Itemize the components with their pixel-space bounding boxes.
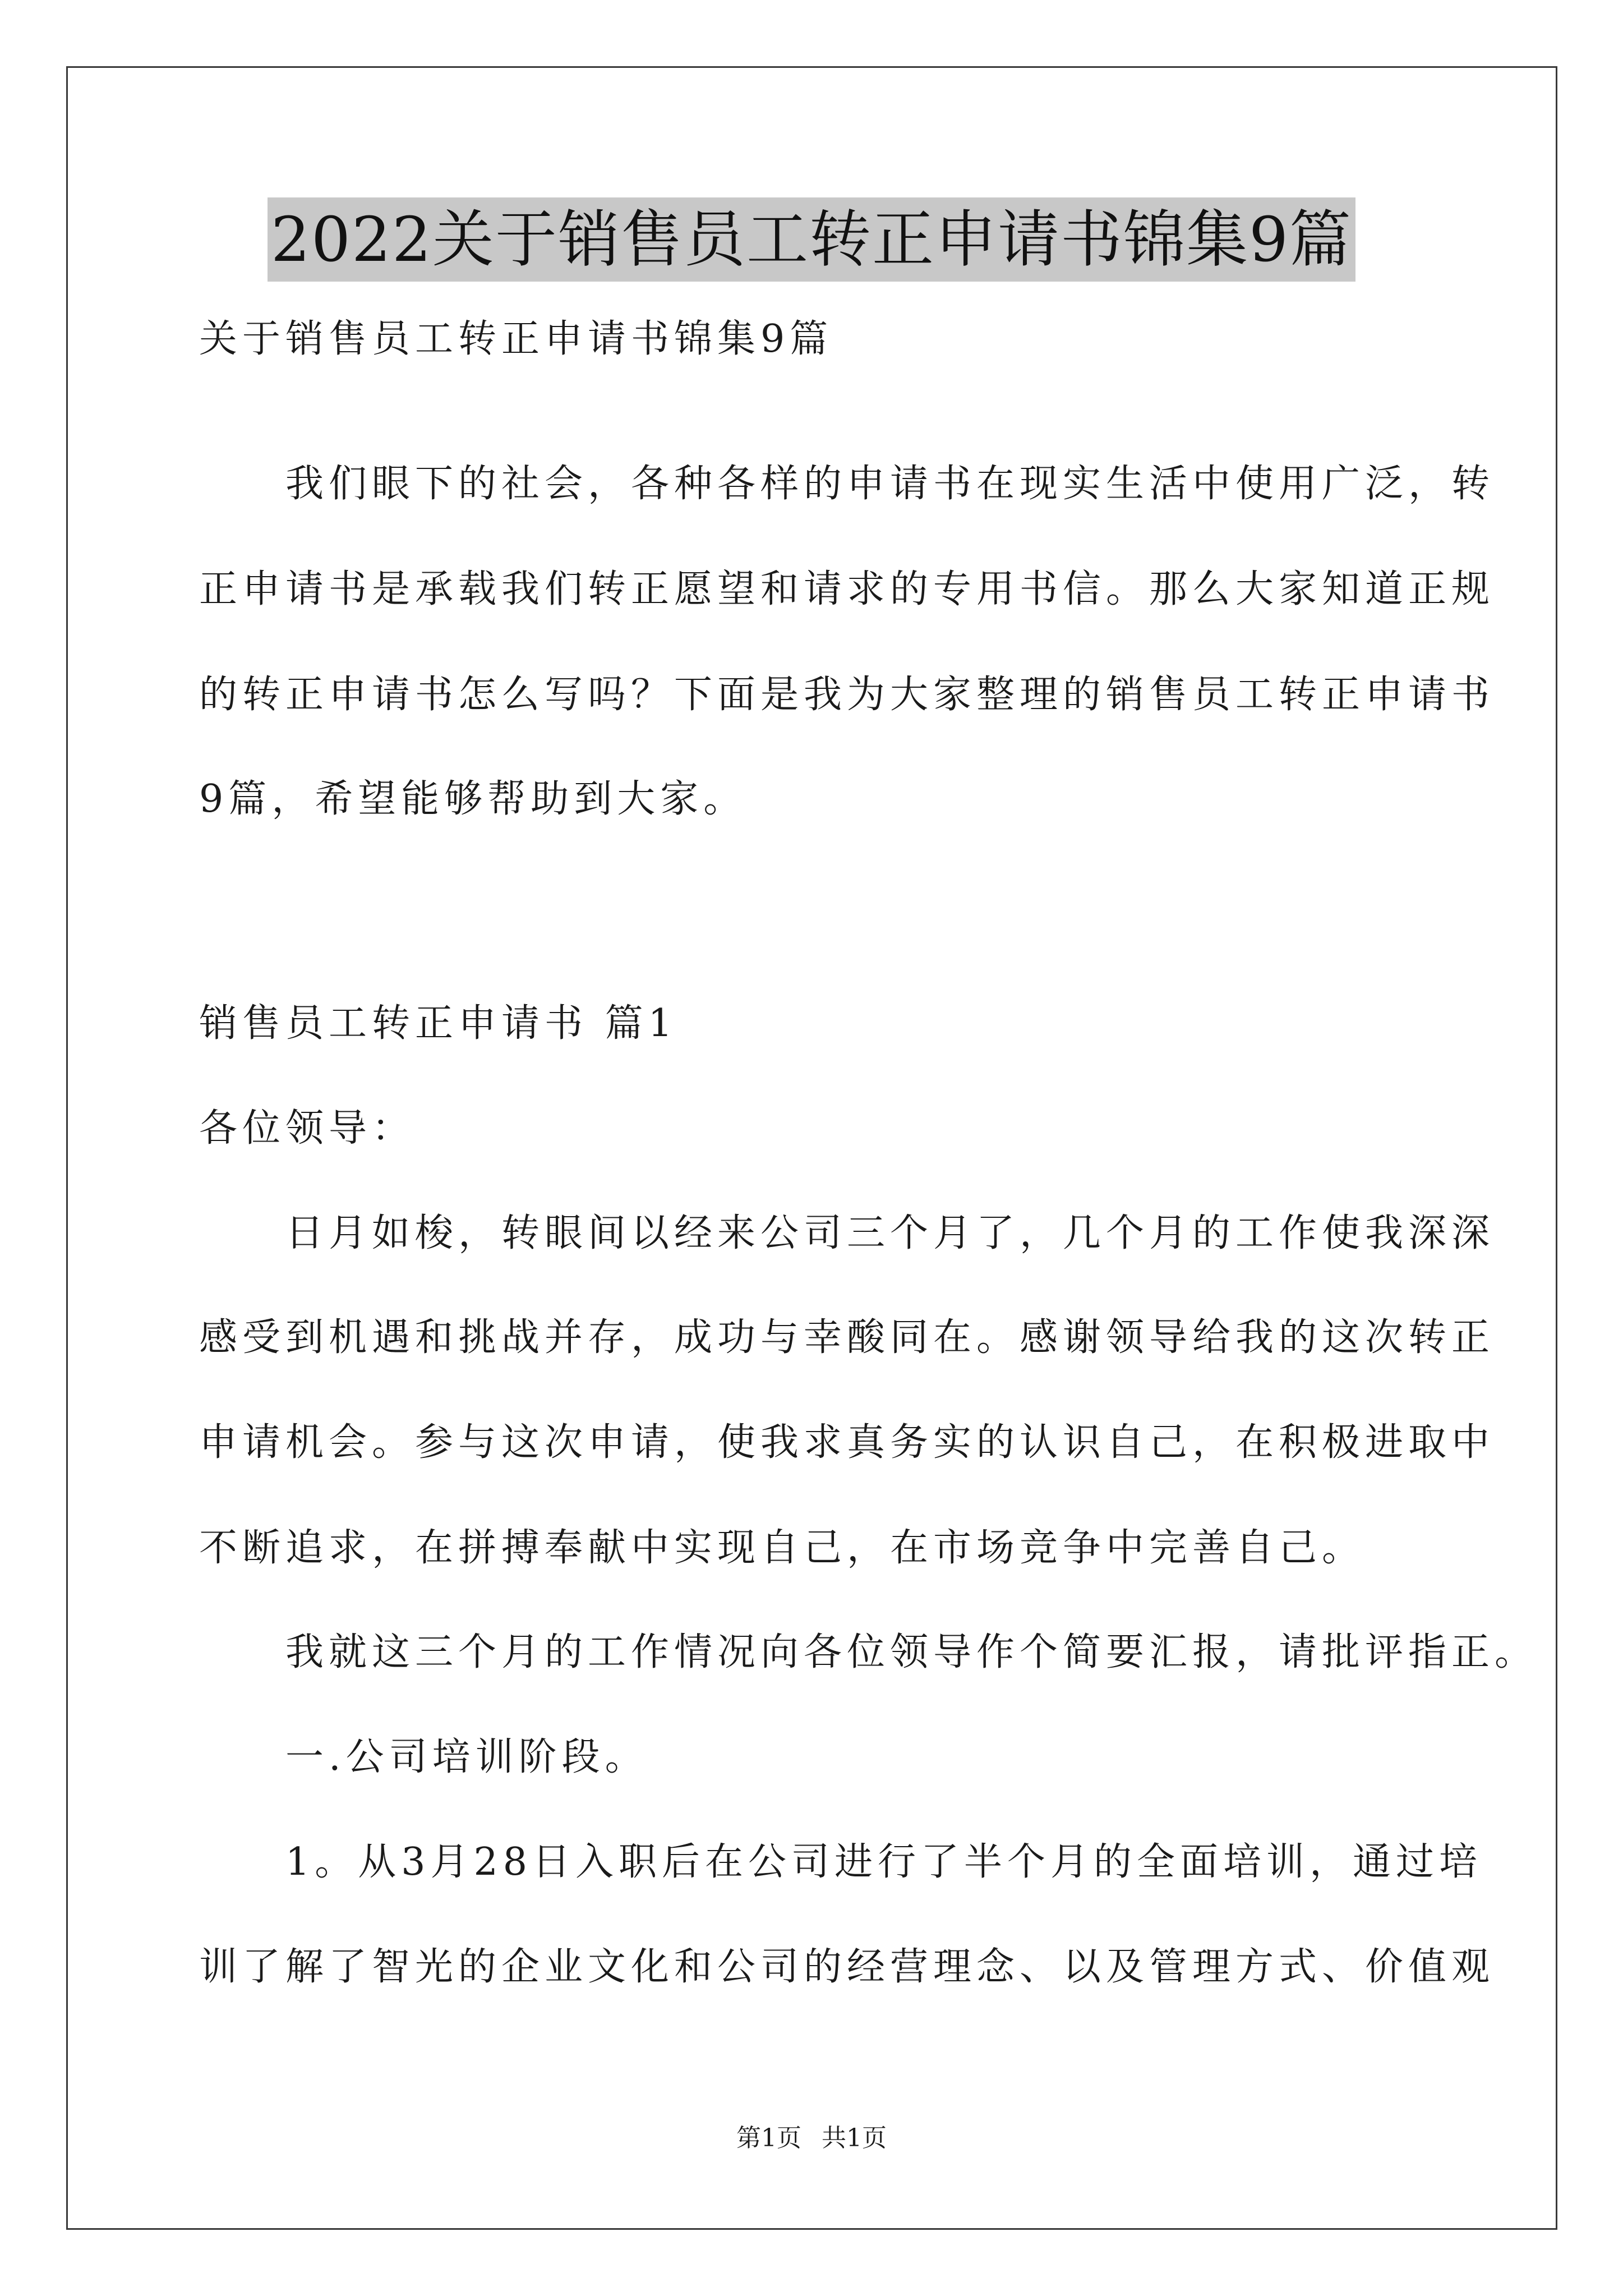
page-number: 第1页 (736, 2124, 801, 2152)
list-heading: 一.公司培训阶段。 (199, 1735, 648, 1779)
paragraph-line: 我们眼下的社会，各种各样的申请书在现实生活中使用广泛，转 (199, 462, 1495, 506)
paragraph-line: 日月如梭，转眼间以经来公司三个月了，几个月的工作使我深深 (199, 1211, 1495, 1255)
paragraph-line: 不断追求，在拼搏奉献中实现自己，在市场竞争中完善自己。 (199, 1526, 1366, 1570)
paragraph-line: 1。从3月28日入职后在公司进行了半个月的全面培训，通过培 (199, 1840, 1483, 1884)
paragraph-line: 正申请书是承载我们转正愿望和请求的专用书信。那么大家知道正规 (199, 567, 1495, 611)
paragraph-line: 训了解了智光的企业文化和公司的经营理念、以及管理方式、价值观 (199, 1945, 1495, 1989)
paragraph-line: 的转正申请书怎么写吗？下面是我为大家整理的销售员工转正申请书 (199, 673, 1495, 717)
salutation-line: 各位领导： (199, 1106, 416, 1151)
document-title-wrapper (0, 197, 1623, 282)
paragraph-line: 感受到机遇和挑战并存，成功与幸酸同在。感谢领导给我的这次转正 (199, 1315, 1495, 1360)
page-total: 共1页 (822, 2124, 887, 2152)
page-footer (0, 2122, 1623, 2155)
paragraph-line: 申请机会。参与这次申请，使我求真务实的认识自己，在积极进取中 (199, 1420, 1495, 1465)
paragraph-line: 9篇，希望能够帮助到大家。 (199, 777, 747, 821)
document-title: 2022关于销售员工转正申请书锦集9篇 (268, 197, 1355, 282)
paragraph-line: 我就这三个月的工作情况向各位领导作个简要汇报，请批评指正。 (199, 1630, 1538, 1674)
section-heading: 销售员工转正申请书 篇1 (199, 1001, 677, 1046)
subtitle-line: 关于销售员工转正申请书锦集9篇 (199, 317, 833, 361)
